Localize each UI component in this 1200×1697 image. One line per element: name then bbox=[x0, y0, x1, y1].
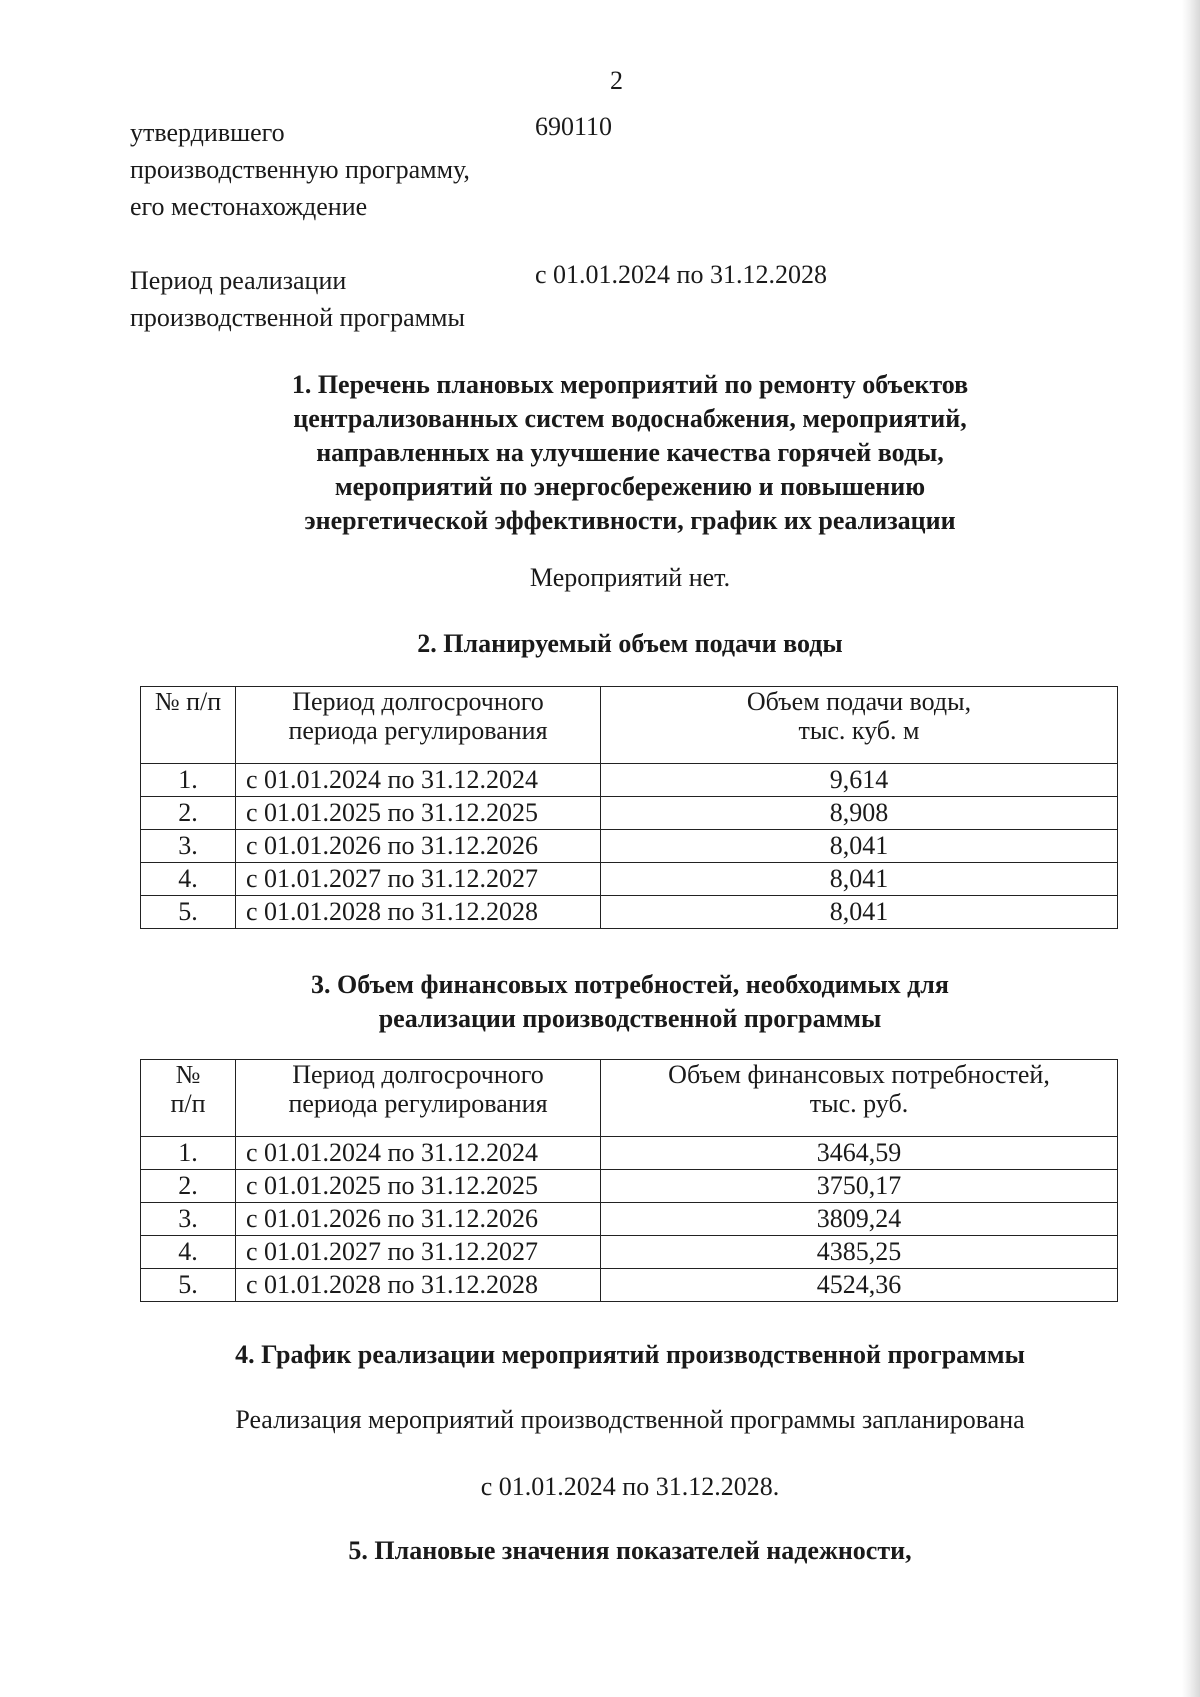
header-num: № п/п bbox=[141, 687, 236, 764]
section1-title-line: энергетической эффективности, график их реализации bbox=[304, 506, 956, 535]
meta-owner-label-line: его местонахождение bbox=[130, 192, 368, 221]
header-value bbox=[601, 687, 1118, 764]
section1-title-line: направленных на улучшение качества горячей воды, bbox=[316, 438, 944, 467]
water-volume-table bbox=[140, 686, 1118, 929]
row-period: с 01.01.2026 по 31.12.2026 bbox=[236, 830, 601, 863]
row-period: с 01.01.2028 по 31.12.2028 bbox=[236, 896, 601, 929]
table-row bbox=[141, 863, 1118, 896]
table-row bbox=[141, 1137, 1118, 1170]
row-num: 2. bbox=[141, 797, 236, 830]
row-num: 5. bbox=[141, 1269, 236, 1302]
table-row bbox=[141, 1236, 1118, 1269]
section1-note: Мероприятий нет. bbox=[529, 563, 731, 592]
table-row bbox=[141, 830, 1118, 863]
row-period: с 01.01.2025 по 31.12.2025 bbox=[236, 797, 601, 830]
section4-text-line: Реализация мероприятий производственной программы запланирована bbox=[235, 1405, 1025, 1434]
section1-title-line: мероприятий по энергосбережению и повышению bbox=[334, 472, 926, 501]
section5-title: 5. Плановые значения показателей надежности, bbox=[348, 1536, 912, 1565]
row-num: 3. bbox=[141, 1203, 236, 1236]
header-value-line: тыс. куб. м bbox=[798, 716, 920, 745]
meta-period-label-line: Период реализации bbox=[130, 266, 347, 295]
header-num-line: п/п bbox=[170, 1089, 206, 1118]
section2-title: 2. Планируемый объем подачи воды bbox=[417, 629, 843, 658]
section1-title bbox=[130, 368, 1130, 538]
header-num-line: № bbox=[175, 1060, 201, 1089]
row-period: с 01.01.2026 по 31.12.2026 bbox=[236, 1203, 601, 1236]
header-value-line: тыс. руб. bbox=[809, 1089, 909, 1118]
row-value: 3750,17 bbox=[601, 1170, 1118, 1203]
row-value: 8,041 bbox=[601, 863, 1118, 896]
row-num: 4. bbox=[141, 1236, 236, 1269]
meta-period-label bbox=[130, 262, 530, 336]
row-value: 4524,36 bbox=[601, 1269, 1118, 1302]
row-num: 5. bbox=[141, 896, 236, 929]
meta-period-label-line: производственной программы bbox=[130, 303, 465, 332]
section1-title-line: 1. Перечень плановых мероприятий по ремонту объектов bbox=[291, 370, 969, 399]
header-num bbox=[141, 1060, 236, 1137]
header-value-line: Объем финансовых потребностей, bbox=[668, 1060, 1050, 1089]
meta-owner-label-line: утвердившего bbox=[130, 118, 285, 147]
financial-needs-table bbox=[140, 1059, 1118, 1302]
row-period: с 01.01.2024 по 31.12.2024 bbox=[236, 1137, 601, 1170]
row-period: с 01.01.2027 по 31.12.2027 bbox=[236, 863, 601, 896]
table-row bbox=[141, 764, 1118, 797]
row-value: 4385,25 bbox=[601, 1236, 1118, 1269]
header-period-line: Период долгосрочного bbox=[292, 1060, 544, 1089]
table-row bbox=[141, 1170, 1118, 1203]
table-row bbox=[141, 1203, 1118, 1236]
meta-period-value: с 01.01.2024 по 31.12.2028 bbox=[535, 260, 827, 289]
table-header-row bbox=[141, 1060, 1118, 1137]
row-value: 3464,59 bbox=[601, 1137, 1118, 1170]
meta-owner-label bbox=[130, 114, 530, 225]
section3-title bbox=[130, 968, 1130, 1036]
section3-title-line: 3. Объем финансовых потребностей, необходимых для bbox=[311, 970, 949, 999]
header-period-line: периода регулирования bbox=[288, 1089, 548, 1118]
header-period-line: Период долгосрочного bbox=[292, 687, 544, 716]
section1-title-line: централизованных систем водоснабжения, мероприятий, bbox=[293, 404, 967, 433]
header-period bbox=[236, 1060, 601, 1137]
row-value: 8,041 bbox=[601, 896, 1118, 929]
table-row bbox=[141, 1269, 1118, 1302]
meta-owner-value: 690110 bbox=[535, 112, 613, 141]
table-row bbox=[141, 797, 1118, 830]
header-value-line: Объем подачи воды, bbox=[746, 687, 972, 716]
row-value: 8,041 bbox=[601, 830, 1118, 863]
page-edge-shadow bbox=[1182, 0, 1200, 1697]
row-num: 2. bbox=[141, 1170, 236, 1203]
row-num: 4. bbox=[141, 863, 236, 896]
section4-text-line: с 01.01.2024 по 31.12.2028. bbox=[480, 1472, 780, 1501]
row-num: 1. bbox=[141, 764, 236, 797]
row-value: 9,614 bbox=[601, 764, 1118, 797]
row-period: с 01.01.2027 по 31.12.2027 bbox=[236, 1236, 601, 1269]
row-num: 3. bbox=[141, 830, 236, 863]
row-period: с 01.01.2025 по 31.12.2025 bbox=[236, 1170, 601, 1203]
header-period-line: периода регулирования bbox=[288, 716, 548, 745]
header-period bbox=[236, 687, 601, 764]
row-value: 8,908 bbox=[601, 797, 1118, 830]
page-number: 2 bbox=[610, 66, 623, 95]
section4-title: 4. График реализации мероприятий производственной программы bbox=[235, 1340, 1025, 1369]
meta-owner-label-line: производственную программу, bbox=[130, 155, 470, 184]
header-value bbox=[601, 1060, 1118, 1137]
table-row bbox=[141, 896, 1118, 929]
row-period: с 01.01.2028 по 31.12.2028 bbox=[236, 1269, 601, 1302]
table-header-row bbox=[141, 687, 1118, 764]
row-num: 1. bbox=[141, 1137, 236, 1170]
section3-title-line: реализации производственной программы bbox=[378, 1004, 882, 1033]
row-period: с 01.01.2024 по 31.12.2024 bbox=[236, 764, 601, 797]
row-value: 3809,24 bbox=[601, 1203, 1118, 1236]
